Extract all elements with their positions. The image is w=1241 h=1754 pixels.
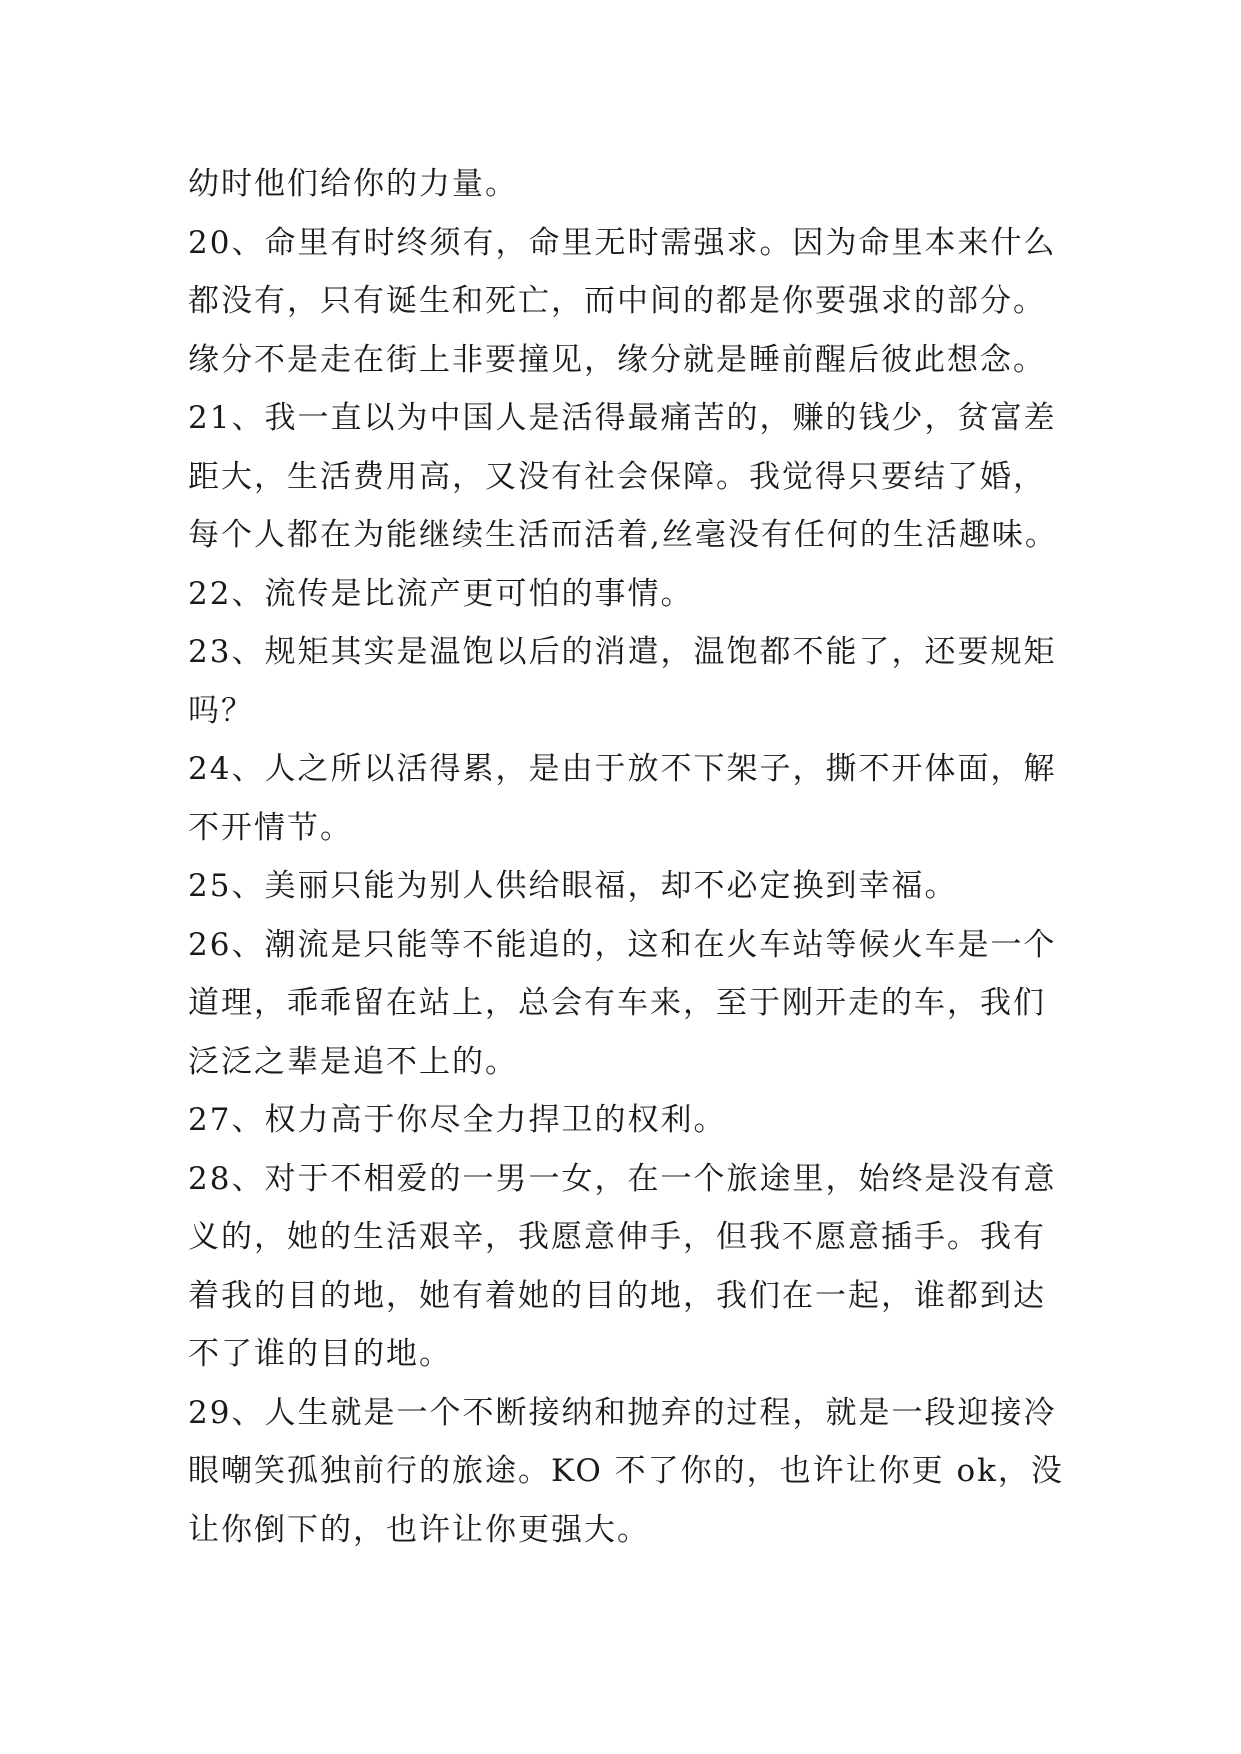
- text-line: 眼嘲笑孤独前行的旅途。KO 不了你的，也许让你更 ok，没: [188, 1453, 1064, 1489]
- text-line: 22、流传是比流产更可怕的事情。: [188, 575, 694, 612]
- text-line: 23、规矩其实是温饱以后的消遣，温饱都不能了，还要规矩: [188, 634, 1057, 670]
- text-line: 义的，她的生活艰辛，我愿意伸手，但我不愿意插手。我有: [188, 1219, 1046, 1255]
- text-line: 幼时他们给你的力量。: [188, 166, 518, 202]
- text-line: 不了谁的目的地。: [188, 1336, 452, 1372]
- text-line: 着我的目的地，她有着她的目的地，我们在一起，谁都到达: [188, 1277, 1046, 1314]
- text-line: 29、人生就是一个不断接纳和抛弃的过程，就是一段迎接冷: [188, 1394, 1057, 1431]
- text-line: 不开情节。: [188, 809, 353, 846]
- text-line: 24、人之所以活得累，是由于放不下架子，撕不开体面，解: [188, 751, 1057, 787]
- text-line: 21、我一直以为中国人是活得最痛苦的，赚的钱少，贫富差: [188, 400, 1057, 436]
- text-line: 28、对于不相爱的一男一女，在一个旅途里，始终是没有意: [188, 1160, 1057, 1197]
- text-line: 吗？: [188, 692, 254, 729]
- text-line: 25、美丽只能为别人供给眼福，却不必定换到幸福。: [188, 868, 958, 904]
- document-body: [188, 155, 1068, 1559]
- text-line: 距大，生活费用高，又没有社会保障。我觉得只要结了婚，: [188, 458, 1046, 495]
- text-line: 缘分不是走在街上非要撞见，缘分就是睡前醒后彼此想念。: [188, 341, 1046, 378]
- text-line: 泛泛之辈是追不上的。: [188, 1043, 518, 1080]
- text-line: 26、潮流是只能等不能追的，这和在火车站等候火车是一个: [188, 926, 1057, 963]
- text-line: 27、权力高于你尽全力捍卫的权利。: [188, 1102, 727, 1138]
- text-line: 每个人都在为能继续生活而活着,丝毫没有任何的生活趣味。: [188, 517, 1058, 553]
- text-line: 让你倒下的，也许让你更强大。: [188, 1511, 650, 1548]
- text-line: 道理，乖乖留在站上，总会有车来，至于刚开走的车，我们: [188, 985, 1046, 1021]
- text-line: 都没有，只有诞生和死亡，而中间的都是你要强求的部分。: [188, 283, 1046, 319]
- text-line: 20、命里有时终须有，命里无时需强求。因为命里本来什么: [188, 224, 1057, 261]
